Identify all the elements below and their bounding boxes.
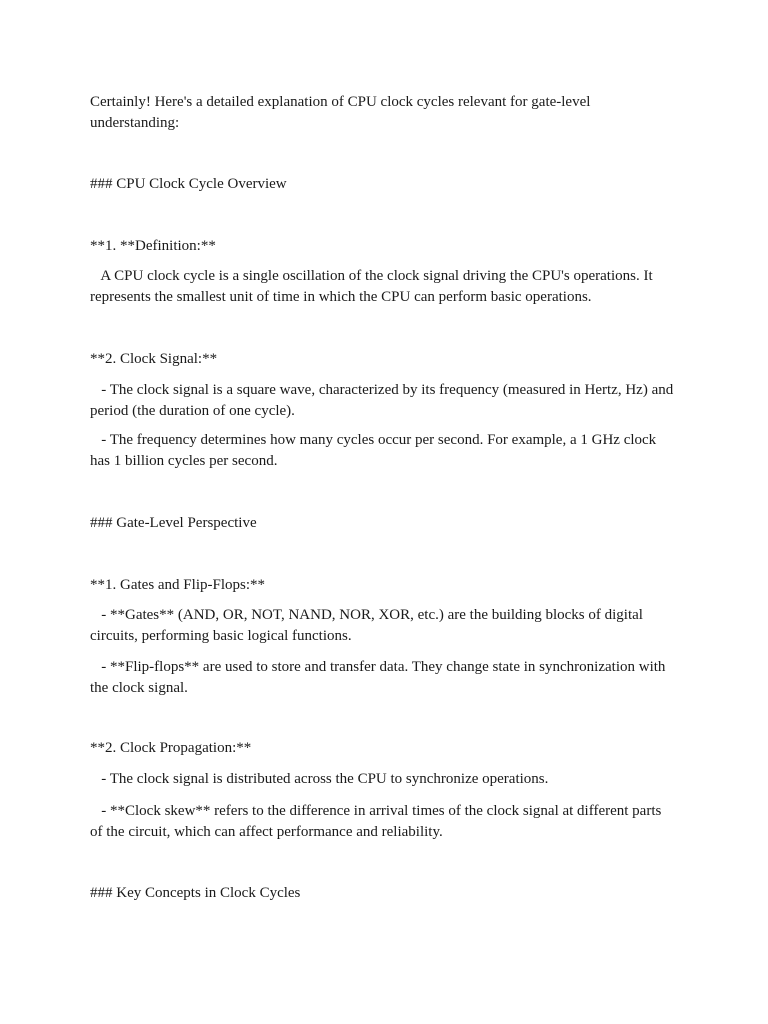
- clock-signal-body-2: [90, 430, 690, 472]
- heading-overview: ### CPU Clock Cycle Overview: [90, 176, 287, 192]
- propagation-2-line-2: of the circuit, which can affect performance and reliability.: [90, 824, 443, 840]
- clock-signal-1-line-1: - The clock signal is a square wave, characterized by its frequency (measured in Hertz, Hz) and: [90, 382, 674, 398]
- clock-signal-2-line-2: has 1 billion cycles per second.: [90, 453, 278, 469]
- clock-signal-2-line-1: - The frequency determines how many cycles occur per second. For example, a 1 GHz clock: [90, 432, 657, 448]
- intro-paragraph: [90, 92, 690, 134]
- gates-title: **1. Gates and Flip-Flops:**: [90, 577, 265, 593]
- propagation-body-1: [90, 769, 690, 790]
- propagation-1-line-1: - The clock signal is distributed across the CPU to synchronize operations.: [90, 771, 549, 787]
- propagation-body-2: [90, 801, 690, 843]
- propagation-title: **2. Clock Propagation:**: [90, 740, 252, 756]
- gates-2-line-1: - **Flip-flops** are used to store and transfer data. They change state in synchronization with: [90, 659, 666, 675]
- definition-body: [90, 266, 690, 308]
- definition-line-1: A CPU clock cycle is a single oscillation of the clock signal driving the CPU's operations. It: [90, 268, 653, 284]
- heading-key-concepts: ### Key Concepts in Clock Cycles: [90, 885, 301, 901]
- gates-1-line-2: circuits, performing basic logical functions.: [90, 628, 352, 644]
- definition-line-2: represents the smallest unit of time in which the CPU can perform basic operations.: [90, 289, 592, 305]
- clock-signal-1-line-2: period (the duration of one cycle).: [90, 403, 295, 419]
- definition-title: **1. **Definition:**: [90, 238, 216, 254]
- heading-gate-level: ### Gate-Level Perspective: [90, 515, 257, 531]
- clock-signal-body-1: [90, 380, 690, 422]
- intro-line-1: Certainly! Here's a detailed explanation of CPU clock cycles relevant for gate-level: [90, 94, 591, 110]
- gates-2-line-2: the clock signal.: [90, 680, 188, 696]
- propagation-2-line-1: - **Clock skew** refers to the difference in arrival times of the clock signal at different parts: [90, 803, 662, 819]
- gates-body-2: [90, 657, 690, 699]
- intro-line-2: understanding:: [90, 115, 180, 131]
- clock-signal-title: **2. Clock Signal:**: [90, 351, 218, 367]
- gates-1-line-1: - **Gates** (AND, OR, NOT, NAND, NOR, XOR, etc.) are the building blocks of digital: [90, 607, 643, 623]
- gates-body-1: [90, 605, 690, 647]
